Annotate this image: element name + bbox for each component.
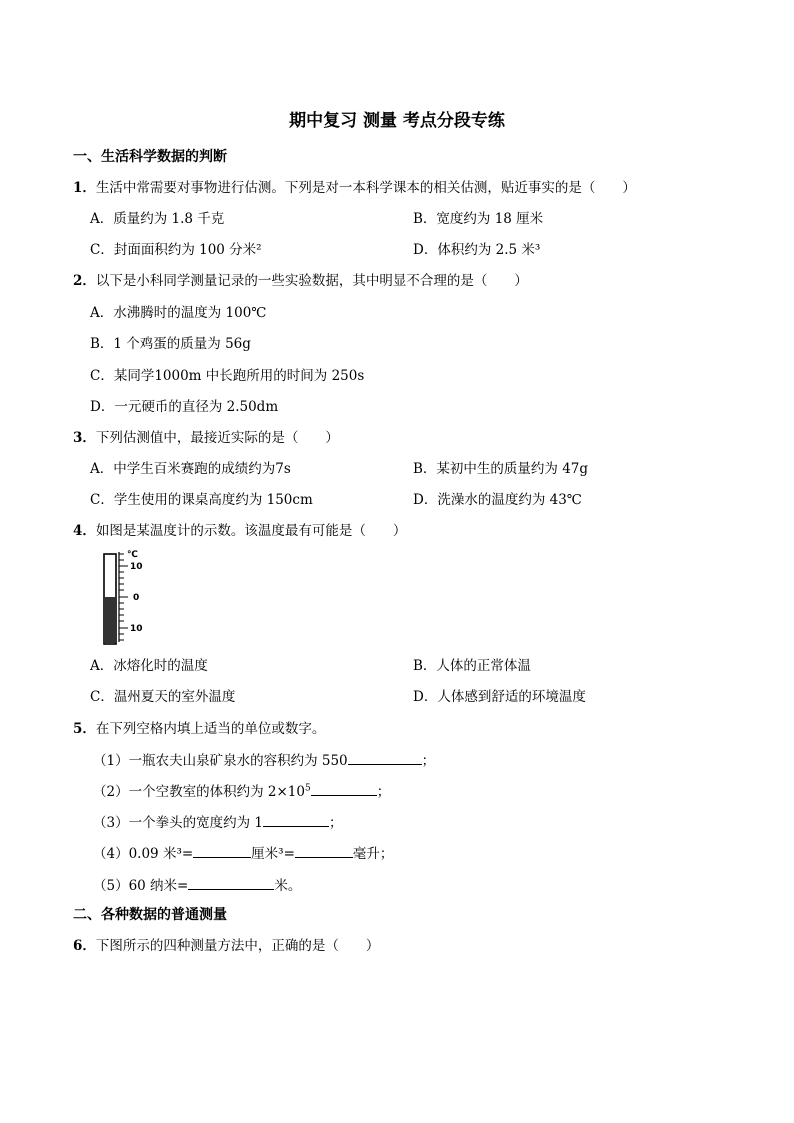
item-suffix: 米。 <box>274 878 302 894</box>
thermometer-ticks <box>119 554 128 640</box>
thermometer-unit-label: ℃ <box>127 550 138 560</box>
question-6 <box>73 934 379 954</box>
answer-blank[interactable] <box>295 843 353 858</box>
question-4 <box>73 519 406 539</box>
question-text: 生活中常需要对事物进行估测。下列是对一本科学课本的相关估测，贴近事实的是（ ） <box>95 180 636 196</box>
question-number: 6． <box>73 938 96 954</box>
item-text: （4）0.09 米³= <box>93 846 194 862</box>
thermometer-liquid-column <box>105 597 115 643</box>
question-text: 以下是小科同学测量记录的一些实验数据，其中明显不合理的是（ ） <box>95 273 528 289</box>
q1-option-d: D．体积约为 2.5 米³ <box>413 242 541 258</box>
q5-item-2 <box>93 780 390 800</box>
question-number: 4． <box>73 523 96 539</box>
question-number: 5． <box>73 721 96 737</box>
section-heading-1: 一、生活科学数据的判断 <box>73 149 227 165</box>
item-text: （3）一个拳头的宽度约为 1 <box>93 815 263 831</box>
exponent: 5 <box>304 783 311 794</box>
q2-option-c: C．某同学1000m 中长跑所用的时间为 250s <box>90 368 365 384</box>
item-suffix: ； <box>328 815 343 831</box>
item-suffix: ； <box>421 753 436 769</box>
answer-blank[interactable] <box>263 812 329 827</box>
question-number: 3． <box>73 430 96 446</box>
question-text: 下列估测值中，最接近实际的是（ ） <box>95 430 339 446</box>
q1-option-a: A．质量约为 1.8 千克 <box>90 211 225 227</box>
q3-option-d: D．洗澡水的温度约为 43℃ <box>413 492 582 508</box>
question-2 <box>73 269 528 289</box>
question-3 <box>73 426 339 446</box>
q2-option-b: B．1 个鸡蛋的质量为 56g <box>90 336 251 352</box>
q5-item-4 <box>93 842 393 862</box>
q2-option-d: D．一元硬币的直径为 2.50dm <box>90 399 279 415</box>
q5-item-3 <box>93 811 342 831</box>
answer-blank[interactable] <box>188 875 274 890</box>
q3-option-b: B．某初中生的质量约为 47g <box>413 461 589 477</box>
q1-option-b: B．宽度约为 18 厘米 <box>413 211 544 227</box>
q4-option-b: B．人体的正常体温 <box>413 658 531 674</box>
item-text: （2）一个空教室的体积约为 2×10 <box>93 784 305 800</box>
item-text: （5）60 纳米= <box>93 878 189 894</box>
question-number: 2． <box>73 273 96 289</box>
thermometer-label-top: 10 <box>130 562 143 572</box>
question-text: 下图所示的四种测量方法中，正确的是（ ） <box>95 938 380 954</box>
answer-blank[interactable] <box>193 843 251 858</box>
question-text: 在下列空格内填上适当的单位或数字。 <box>95 721 326 737</box>
page-title: 期中复习 测量 考点分段专练 <box>289 111 505 131</box>
q4-option-c: C．温州夏天的室外温度 <box>90 689 236 705</box>
answer-blank[interactable] <box>311 781 377 796</box>
question-text: 如图是某温度计的示数。该温度最有可能是（ ） <box>95 523 407 539</box>
q4-option-d: D．人体感到舒适的环境温度 <box>413 689 586 705</box>
thermometer-label-zero: 0 <box>133 593 140 603</box>
q3-option-a: A．中学生百米赛跑的成绩约为7s <box>90 461 291 477</box>
item-middle: 厘米³= <box>251 846 295 862</box>
thermometer-figure <box>100 548 160 646</box>
section-heading-2: 二、各种数据的普通测量 <box>73 907 227 923</box>
q5-item-1 <box>93 749 435 769</box>
q2-option-a: A．水沸腾时的温度为 100℃ <box>90 305 267 321</box>
q1-option-c: C．封面面积约为 100 分米² <box>90 242 262 258</box>
item-suffix: ； <box>376 784 391 800</box>
question-1 <box>73 176 636 196</box>
item-text: （1）一瓶农夫山泉矿泉水的容积约为 550 <box>93 753 348 769</box>
q5-item-5 <box>93 874 301 894</box>
question-number: 1． <box>73 180 96 196</box>
answer-blank[interactable] <box>348 750 422 765</box>
item-suffix: 毫升； <box>352 846 394 862</box>
thermometer-label-bottom: 10 <box>130 624 143 634</box>
q3-option-c: C．学生使用的课桌高度约为 150cm <box>90 492 313 508</box>
q4-option-a: A．冰熔化时的温度 <box>90 658 208 674</box>
question-5 <box>73 717 325 737</box>
